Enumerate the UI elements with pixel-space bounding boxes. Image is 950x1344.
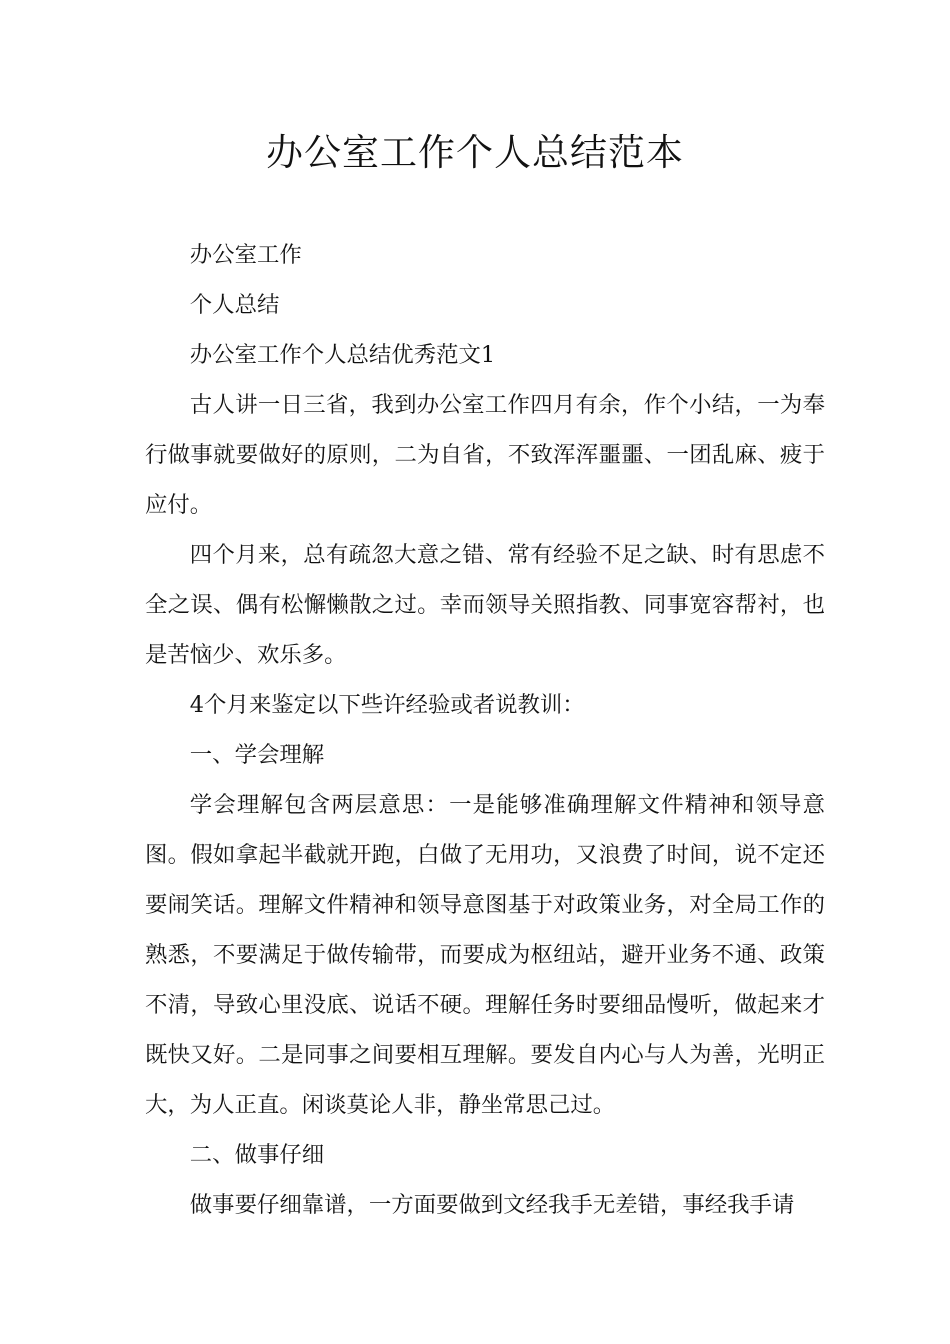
heading-sample-1: 办公室工作个人总结优秀范文1 (189, 342, 496, 368)
heading-personal-summary: 个人总结 (189, 292, 280, 318)
paragraph-intro: 古人讲一日三省，我到办公室工作四月有余，作个小结，一为奉行做事就要做好的原则，二为自省，不致浑浑噩噩、一团乱麻、疲于应付。 (145, 392, 825, 518)
document-body (145, 230, 825, 1230)
paragraph-lessons: 4个月来鉴定以下些许经验或者说教训： (189, 692, 585, 718)
section-heading-careful: 二、做事仔细 (189, 1142, 325, 1168)
document-title: 办公室工作个人总结范本 (266, 131, 684, 174)
paragraph-understand: 学会理解包含两层意思：一是能够准确理解文件精神和领导意图。假如拿起半截就开跑，白做了无用功，又浪费了时间，说不定还要闹笑话。理解文件精神和领导意图基于对政策业务，对全局工作的熟悉，不要满足于做传输带，而要成为枢纽站，避开业务不通、政策不清，导致心里没底、说话不硬。理解任务时要细品慢听，做起来才既快又好。二是同事之间要相互理解。要发自内心与人为善，光明正大，为人正直。闲谈莫论人非，静坐常思己过。 (145, 792, 825, 1118)
section-heading-understand: 一、学会理解 (189, 742, 325, 768)
heading-office-work: 办公室工作 (189, 242, 302, 268)
paragraph-careful: 做事要仔细靠谱，一方面要做到文经我手无差错，事经我手请 (189, 1192, 795, 1218)
paragraph-four-months: 四个月来，总有疏忽大意之错、常有经验不足之缺、时有思虑不全之误、偶有松懈懒散之过。幸而领导关照指教、同事宽容帮衬，也是苦恼少、欢乐多。 (145, 542, 825, 668)
